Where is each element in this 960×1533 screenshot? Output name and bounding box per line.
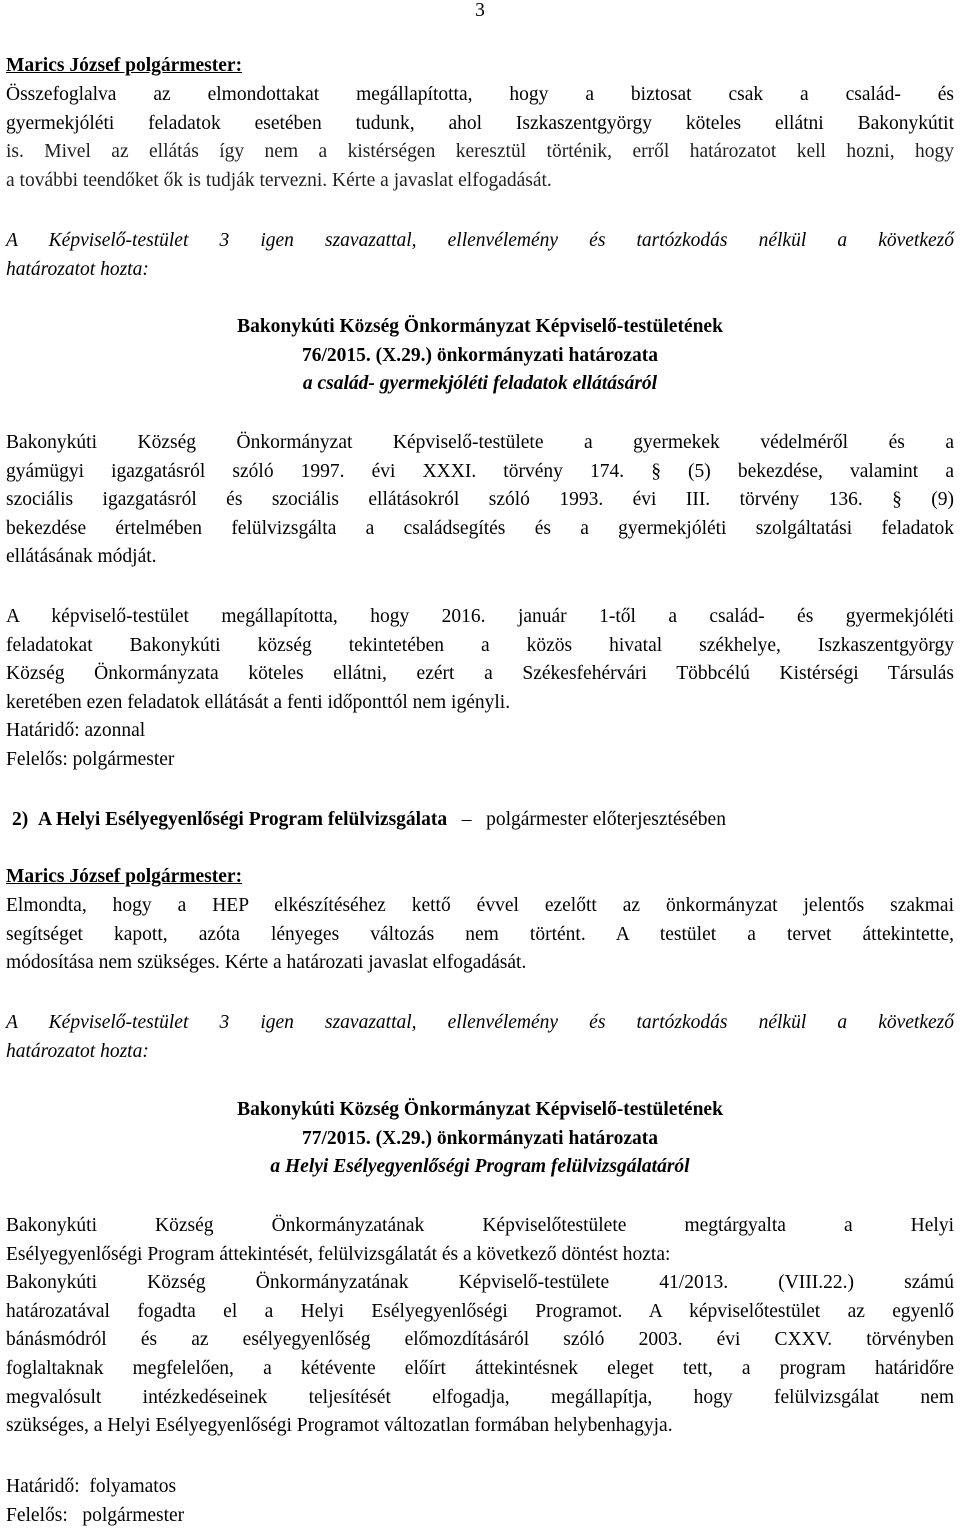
resolution-number: 77/2015. (X.29.) önkormányzati határozata bbox=[301, 1127, 659, 1149]
resolution-heading-2 bbox=[6, 1096, 954, 1182]
text-line: Község Önkormányzata köteles ellátni, ezért a Székesfehérvári Többcélú Kistérségi Társulás bbox=[6, 663, 954, 685]
text-line: gyermekjóléti feladatok esetében tudunk, ahol Iszkaszentgyörgy köteles ellátni Bakonykútit bbox=[6, 112, 954, 134]
text-line: A képviselő-testület megállapította, hogy 2016. január 1-től a család- és gyermekjóléti bbox=[6, 606, 954, 627]
text-line: határozatával fogadta el a Helyi Esélyegyenlőségi Programot. A képviselőtestület az egyenlő bbox=[6, 1300, 954, 1322]
speaker-paragraph-1 bbox=[6, 81, 954, 195]
text-line: A Képviselő-testület 3 igen szavazattal, ellenvélemény és tartózkodás nélkül a következő bbox=[6, 230, 954, 251]
text-line: határozatot hozta: bbox=[6, 1040, 149, 1062]
deadline-label: Határidő: bbox=[6, 1476, 80, 1497]
text-line: módosítása nem szükséges. Kérte a határozati javaslat elfogadását. bbox=[6, 952, 527, 974]
text-line: határozatot hozta: bbox=[6, 258, 149, 280]
text-line: a további teendőket ők is tudják tervezni. Kérte a javaslat elfogadását. bbox=[6, 169, 552, 191]
resolution-heading-1 bbox=[6, 313, 954, 399]
resolution-body: Bakonykúti Község Önkormányzat Képviselő-testületének bbox=[237, 1099, 723, 1120]
agenda-presenter: polgármester előterjesztésében bbox=[486, 809, 726, 830]
text-line: Elmondta, hogy a HEP elkészítéséhez kettő évvel ezelőtt az önkormányzat jelentős szakmai bbox=[6, 895, 954, 916]
text-line: Esélyegyenlőségi Program áttekintését, felülvizsgálatát és a következő döntést hozta: bbox=[6, 1243, 671, 1265]
resolution-text-2 bbox=[6, 1212, 954, 1441]
agenda-title: A Helyi Esélyegyenlőségi Program felülvizsgálata bbox=[38, 809, 448, 830]
text-line: gyámügyi igazgatásról szóló 1997. évi XXXI. törvény 174. § (5) bekezdése, valamint a bbox=[6, 460, 954, 482]
speaker-heading-2 bbox=[6, 863, 954, 892]
page-number: 3 bbox=[475, 0, 485, 21]
speaker-heading-1 bbox=[6, 52, 954, 81]
responsible-label: Felelős: bbox=[6, 1504, 68, 1526]
deadline-value: folyamatos bbox=[89, 1476, 177, 1497]
text-line: szükséges, a Helyi Esélyegyenlőségi Programot változatlan formában helybenhagyja. bbox=[6, 1415, 673, 1437]
deadline: Határidő: azonnal bbox=[6, 720, 146, 742]
resolution-text-1 bbox=[6, 429, 954, 572]
finding-paragraph-1 bbox=[6, 603, 954, 775]
text-line: segítséget kapott, azóta lényeges változás nem történt. A testület a tervet áttekintette, bbox=[6, 923, 954, 945]
text-line: ellátásának módját. bbox=[6, 546, 157, 568]
text-line: feladatokat Bakonykúti község tekintetében a közös hivatal székhelye, Iszkaszentgyörgy bbox=[6, 634, 954, 656]
text-line: Bakonykúti Község Önkormányzatának Képviselő-testülete 41/2013. (VIII.22.) számú bbox=[6, 1272, 954, 1294]
speaker-paragraph-2 bbox=[6, 892, 954, 978]
text-line: is. Mivel az ellátás így nem a kistérségen keresztül történik, erről határozatot kell hozni, hogy bbox=[6, 141, 954, 163]
resolution-subject: a Helyi Esélyegyenlőségi Program felülvizsgálatáról bbox=[270, 1156, 690, 1178]
agenda-number: 2) bbox=[12, 809, 29, 830]
resolution-body: Bakonykúti Község Önkormányzat Képviselő-testületének bbox=[237, 316, 723, 337]
text-line: foglaltaknak megfelelően, a kétévente előírt áttekintésnek eleget tett, a program határidőre bbox=[6, 1357, 954, 1379]
vote-statement-2 bbox=[6, 1009, 954, 1066]
deadline-line bbox=[6, 1473, 954, 1502]
footer-assignments bbox=[6, 1473, 954, 1530]
speaker-name: Marics József polgármester: bbox=[6, 866, 243, 887]
text-line: Összefoglalva az elmondottakat megállapította, hogy a biztosat csak a család- és bbox=[6, 84, 954, 105]
speaker-name: Marics József polgármester: bbox=[6, 55, 243, 76]
text-line: A Képviselő-testület 3 igen szavazattal, ellenvélemény és tartózkodás nélkül a következő bbox=[6, 1012, 954, 1033]
responsible: Felelős: polgármester bbox=[6, 748, 175, 770]
vote-statement-1 bbox=[6, 227, 954, 284]
text-line: Bakonykúti Község Önkormányzat Képviselő-testülete a gyermekek védelméről és a bbox=[6, 432, 954, 453]
text-line: keretében ezen feladatok ellátását a fenti időponttól nem igényli. bbox=[6, 691, 511, 713]
responsible-line bbox=[6, 1502, 954, 1531]
agenda-dash: – bbox=[461, 809, 472, 830]
text-line: bánásmódról és az esélyegyenlőség előmozdításáról szóló 2003. évi CXXV. törvényben bbox=[6, 1329, 954, 1351]
resolution-number: 76/2015. (X.29.) önkormányzati határozata bbox=[301, 344, 659, 366]
text-line: szociális igazgatásról és szociális ellátásokról szóló 1993. évi III. törvény 136. § (9) bbox=[6, 489, 954, 511]
text-line: Bakonykúti Község Önkormányzatának Képviselőtestülete megtárgyalta a Helyi bbox=[6, 1215, 954, 1236]
text-line: megvalósult intézkedéseinek teljesítését elfogadja, megállapítja, hogy felülvizsgálat nem bbox=[6, 1386, 954, 1408]
agenda-item-2 bbox=[6, 806, 960, 835]
resolution-subject: a család- gyermekjóléti feladatok ellátásáról bbox=[302, 373, 658, 395]
responsible-value: polgármester bbox=[82, 1504, 185, 1526]
text-line: bekezdése értelmében felülvizsgálta a családsegítés és a gyermekjóléti szolgáltatási feladatok bbox=[6, 517, 954, 539]
